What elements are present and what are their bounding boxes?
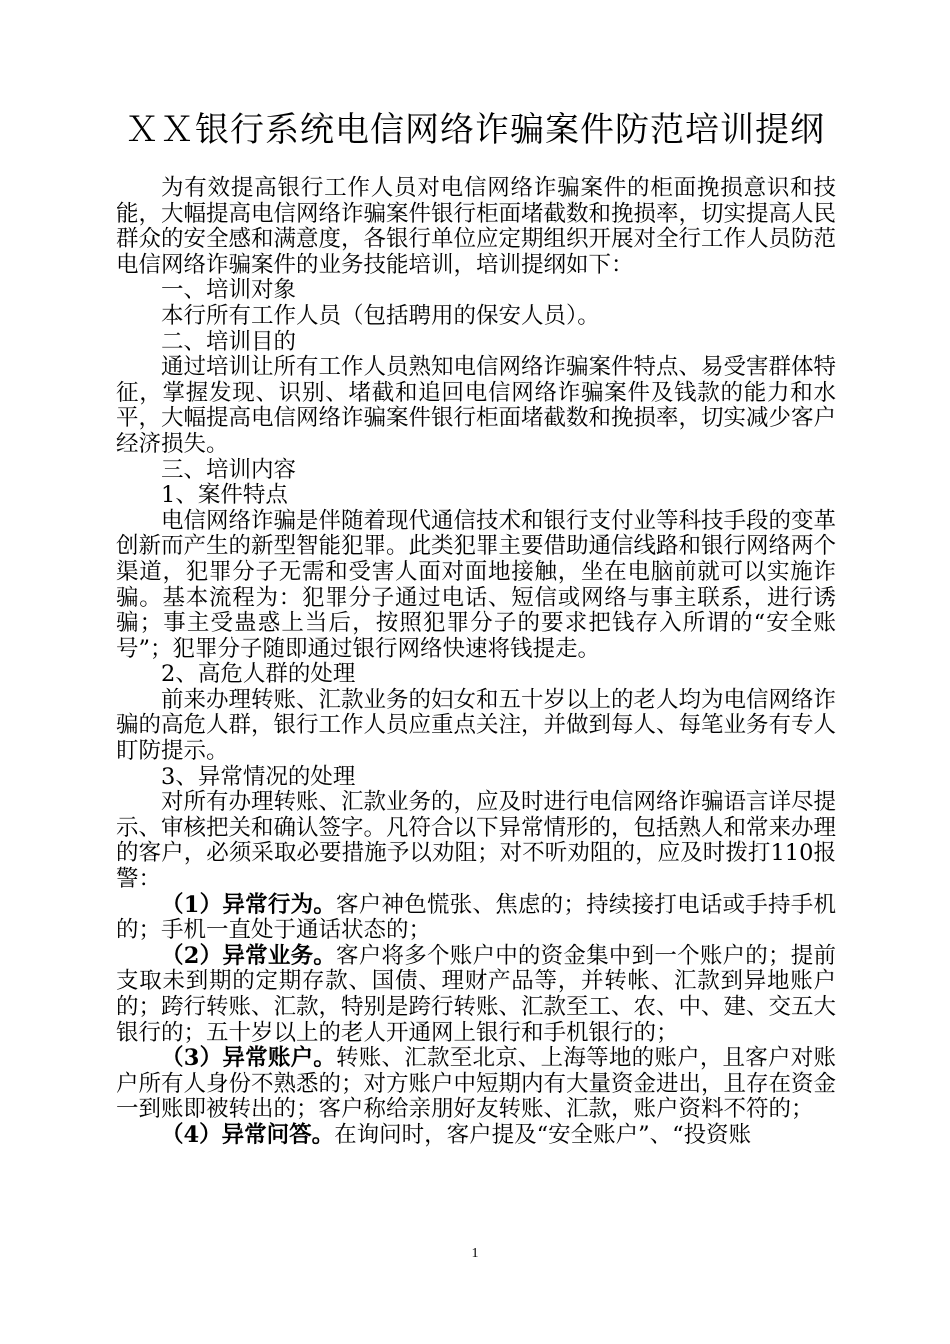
list-item-label: （4）异常问答。	[161, 1121, 335, 1148]
page-number: 1	[471, 1246, 479, 1261]
subsection-text-anomalies: 对所有办理转账、汇款业务的，应及时进行电信网络诈骗语言详尽提示、审核把关和确认签字。凡符合以下异常情形的，包括熟人和常来办理的客户，必须采取必要措施予以劝阻；对不听劝阻的，应及时拨打110报警：	[116, 789, 837, 893]
list-item-label: （2）异常业务。	[161, 942, 337, 969]
section-text-training-target: 本行所有工作人员（包括聘用的保安人员）。	[161, 302, 600, 329]
subsection-text-high-risk: 前来办理转账、汇款业务的妇女和五十岁以上的老人均为电信网络诈骗的高危人群，银行工作人员应重点关注，并做到每人、每笔业务有专人盯防提示。	[116, 686, 837, 765]
list-item-abnormal-account	[116, 1046, 836, 1123]
section-heading-training-content: 三、培训内容	[161, 456, 297, 483]
section-heading-training-target: 一、培训对象	[161, 277, 297, 304]
subsection-heading-anomalies: 3、异常情况的处理	[161, 763, 356, 790]
list-item-label: （1）异常行为。	[161, 891, 337, 918]
list-item-label: （3）异常账户。	[161, 1045, 337, 1072]
subsection-text-case-features: 电信网络诈骗是伴随着现代通信技术和银行支付业等科技手段的变革创新而产生的新型智能犯罪。此类犯罪主要借助通信线路和银行网络两个渠道，犯罪分子无需和受害人面对面地接触，坐在电脑前就可以实施诈骗。基本流程为：犯罪分子通过电话、短信或网络与事主联系，进行诱骗；事主受蛊惑上当后，按照犯罪分子的要求把钱存入所谓的“安全账号”；犯罪分子随即通过银行网络快速将钱提走。	[116, 507, 837, 662]
list-item-text: 转账、汇款至北京、上海等地的账户，且客户对账户所有人身份不熟悉的；对方账户中短期内有大量资金进出，且存在资金一到账即被转出的；客户称给亲朋好友转账、汇款，账户资料不符的；	[116, 1045, 837, 1123]
list-item-text: 在询问时，客户提及“安全账户”、“投资账	[334, 1121, 752, 1148]
subsection-heading-case-features: 1、案件特点	[161, 482, 288, 509]
document-title: ＸＸ银行系统电信网络诈骗案件防范培训提纲	[125, 110, 825, 150]
list-item-abnormal-answers	[116, 1123, 836, 1149]
subsection-heading-high-risk: 2、高危人群的处理	[161, 661, 356, 688]
list-item-abnormal-business	[116, 944, 836, 1046]
section-heading-training-purpose: 二、培训目的	[161, 328, 297, 355]
list-item-abnormal-behavior	[116, 893, 836, 944]
list-item-text: 客户神色慌张、焦虑的；持续接打电话或手持手机的；手机一直处于通话状态的；	[116, 891, 836, 944]
document-body	[116, 176, 836, 1149]
section-text-training-purpose: 通过培训让所有工作人员熟知电信网络诈骗案件特点、易受害群体特征，掌握发现、识别、堵截和追回电信网络诈骗案件及钱款的能力和水平，大幅提高电信网络诈骗案件银行柜面堵截数和挽损率，切实减少客户经济损失。	[116, 354, 837, 457]
intro-paragraph: 为有效提高银行工作人员对电信网络诈骗案件的柜面挽损意识和技能，大幅提高电信网络诈骗案件银行柜面堵截数和挽损率，切实提高人民群众的安全感和满意度，各银行单位应定期组织开展对全行工作人员防范电信网络诈骗案件的业务技能培训，培训提纲如下：	[116, 175, 837, 278]
list-item-text: 客户将多个账户中的资金集中到一个账户的；提前支取未到期的定期存款、国债、理财产品等，并转帐、汇款到异地账户的；跨行转账、汇款，特别是跨行转账、汇款至工、农、中、建、交五大银行的；五十岁以上的老人开通网上银行和手机银行的；	[116, 942, 837, 1046]
